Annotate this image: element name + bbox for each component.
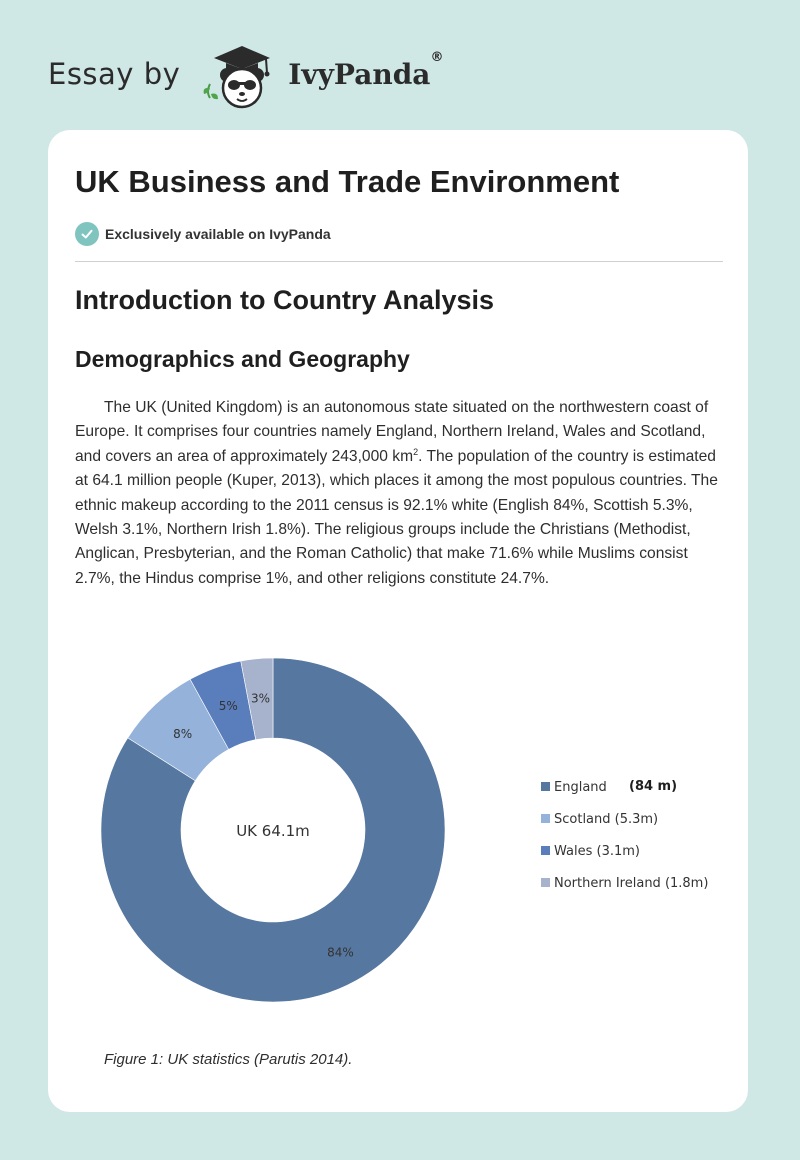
legend-swatch-wales [541,846,550,855]
legend-value-england: (84 m) [629,779,678,794]
legend-swatch-england [541,782,550,791]
registered-mark: ® [430,49,444,65]
slice-label-wales: 5% [218,698,238,713]
article-title: UK Business and Trade Environment [75,164,620,199]
checkmark-icon [75,222,99,246]
donut-center-label: UK 64.1m [236,822,310,840]
legend-swatch-northern-ireland [541,878,550,887]
paragraph-text-2: . The population of the country is estimated at 64.1 million people (Kuper, 2013), which places it among the most populous countries. The ethnic makeup according to the 2011 census is 92.1% white (English 84%, Scottish 5.3%, Welsh 3.1%, Northern Irish 1.8%). The religious groups include the Christians (Methodist, Anglican, Presbyterian, and the Roman Catholic) that make 71.6% while Muslims consist 2.7%, the Hindus comprise 1%, and other religions constitute 24.7%. [75,447,718,587]
paragraph-text-1: The UK (United Kingdom) is an autonomous state situated on the northwestern coast of Europe. It comprises four countries namely England, Northern Ireland, Wales and Scotland, and covers an area of approximately 243,000 km [75,399,709,465]
legend-label-northern-ireland: Northern Ireland (1.8m) [554,876,709,891]
legend-swatch-scotland [541,814,550,823]
slice-label-england: 84% [327,945,354,960]
article-card [48,130,748,1112]
legend-label-wales: Wales (3.1m) [554,844,640,859]
body-paragraph [75,396,723,591]
brand-prefix: Essay by [48,57,181,91]
brand-header[interactable] [48,38,443,110]
slice-label-northern-ireland: 3% [251,691,271,706]
figure-caption: Figure 1: UK statistics (Parutis 2014). [104,1051,353,1068]
exclusive-badge [75,222,331,246]
panda-logo-icon [198,38,282,110]
slice-label-scotland: 8% [173,726,193,741]
brand-name-text: IvyPanda [288,57,431,91]
legend-label-england: England [554,780,607,795]
exclusive-label: Exclusively available on IvyPanda [105,226,331,242]
brand-name [288,49,444,91]
uk-population-donut-chart [48,130,748,1112]
divider [75,261,723,262]
subsection-heading: Demographics and Geography [75,346,410,372]
superscript-2: 2 [413,446,419,457]
legend-label-scotland: Scotland (5.3m) [554,812,659,827]
section-heading: Introduction to Country Analysis [75,285,495,315]
